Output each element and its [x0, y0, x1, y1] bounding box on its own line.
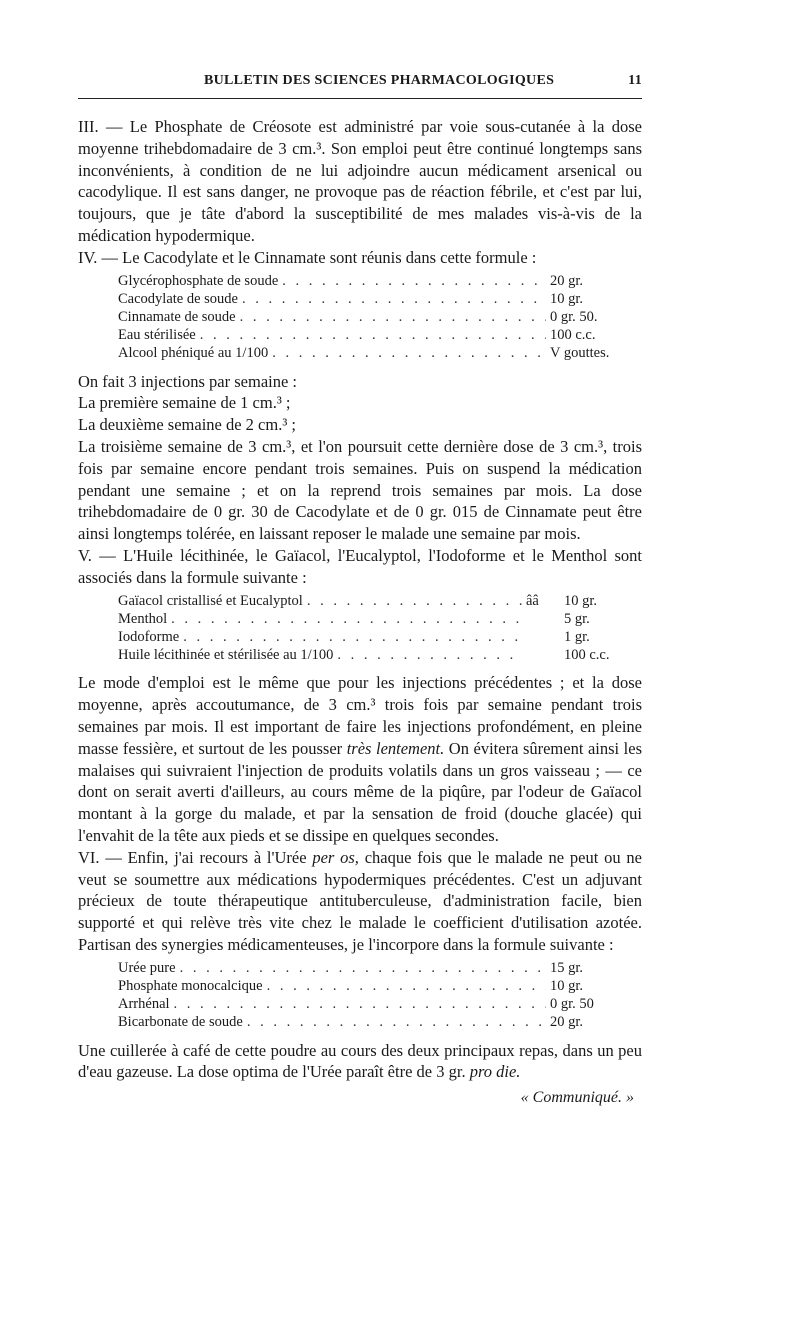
ingredient-name: Cacodylate de soude	[118, 290, 238, 307]
ingredient-name: Cinnamate de soude	[118, 308, 236, 325]
formula-uree	[118, 959, 642, 1032]
final-emphasis: pro die.	[469, 1062, 521, 1082]
ingredient-name: Eau stérilisée	[118, 327, 196, 344]
journal-title: BULLETIN DES SCIENCES PHARMACOLOGIQUES	[204, 73, 555, 88]
paragraph-iii: III. — Le Phosphate de Créosote est administré par voie sous-cutanée à la dose moyenne trihebdomadaire de 3 cm.³. Son emploi peut être continué longtemps sans inconvénients, à condition de ne lui adjoindre aucun médicament arsenical ou cacodylique. Il est sans danger, ne provoque pas de réaction fébrile, et c'est par lui, toujours, que je tâte d'abord la susceptibilité de mes malades vis-à-vis de la médication hypodermique.	[78, 117, 642, 245]
paragraph-final	[78, 1040, 642, 1084]
ingredient-qty: 20 gr.	[550, 1014, 584, 1031]
ingredient-name: Urée pure	[118, 959, 176, 976]
paragraph-iv: IV. — Le Cacodylate et le Cinnamate sont réunis dans cette formule :	[78, 247, 537, 267]
ingredient-name: Iodoforme	[118, 628, 180, 645]
paragraph-v: V. — L'Huile lécithinée, le Gaïacol, l'Eucalyptol, l'Iodoforme et le Menthol sont associés dans la formule suivante :	[78, 545, 642, 587]
ingredient-qty: 1 gr.	[564, 628, 590, 645]
leader-dots	[180, 959, 546, 977]
leader-dots	[282, 272, 546, 290]
leader-dots	[307, 592, 522, 610]
leader-dots	[267, 977, 546, 995]
ingredient-name: Gaïacol cristallisé et Eucalyptol	[118, 592, 303, 609]
leader-dots	[174, 995, 546, 1013]
leader-dots	[183, 628, 522, 646]
formula-row	[118, 290, 642, 308]
formula-row	[118, 592, 642, 610]
injections-line-3: La deuxième semaine de 2 cm.³ ;	[78, 415, 296, 435]
header-rule	[78, 98, 642, 99]
ingredient-qty: 15 gr.	[550, 959, 584, 976]
ingredient-qty: 100 c.c.	[564, 647, 610, 664]
formula-row	[118, 1013, 642, 1031]
formula-row	[118, 959, 642, 977]
leader-dots	[200, 326, 546, 344]
mode-text-b: On évitera sûrement ainsi les malaises qui suivraient l'injection de produits volatils dans un gros vaisseau ; — ce dont on serait averti d'ailleurs, au cours même de la piqûre, par l'odeur de Gaïacol montant à la gorge du malade, et par la sensation de froid (douche glacée) qui l'envahit de la tête aux pieds et se dissipe en quelques secondes.	[78, 738, 643, 845]
paragraph-vi	[78, 847, 642, 956]
ingredient-name: Glycérophosphate de soude	[118, 272, 279, 289]
ingredient-qty: 10 gr.	[550, 290, 584, 307]
injections-line-2: La première semaine de 1 cm.³ ;	[78, 393, 291, 413]
formula-row	[118, 326, 642, 344]
article-body	[78, 116, 642, 1107]
ingredient-qty: 0 gr. 50	[550, 996, 594, 1013]
ingredient-name: Arrhénal	[118, 996, 170, 1013]
formula-row	[118, 977, 642, 995]
ingredient-name: Huile lécithinée et stérilisée au 1/100	[118, 647, 334, 664]
formula-row	[118, 628, 642, 646]
formula-huile	[118, 592, 642, 665]
mode-text-a: Le mode d'emploi est le même que pour les injections précédentes ; et la dose moyenne, après accoutumance, de 3 cm.³ trois fois par semaine pendant trois semaines par mois. Il est important de faire les injections profondément, en pleine masse fessière, et surtout de les pousser	[78, 673, 642, 758]
ingredient-name: Bicarbonate de soude	[118, 1014, 243, 1031]
leader-dots	[171, 610, 522, 628]
ingredient-name: Alcool phéniqué au 1/100	[118, 345, 269, 362]
ingredient-qty: 5 gr.	[564, 610, 590, 627]
ingredient-qty: 100 c.c.	[550, 327, 596, 344]
formula-row	[118, 610, 642, 628]
final-text-a: Une cuillerée à café de cette poudre au cours des deux principaux repas, dans un peu d'eau gazeuse. La dose optima de l'Urée paraît être de 3 gr.	[78, 1040, 642, 1082]
formula-row	[118, 308, 642, 326]
ingredient-name: Phosphate monocalcique	[118, 977, 263, 994]
ingredient-qty: 10 gr.	[550, 977, 584, 994]
ingredient-qty: 20 gr.	[550, 272, 584, 289]
leader-dots	[242, 290, 546, 308]
leader-dots	[240, 308, 546, 326]
signature: « Communiqué. »	[520, 1089, 634, 1107]
ingredient-name: Menthol	[118, 610, 168, 627]
vi-emphasis: per os,	[312, 847, 359, 867]
ingredient-aa: ââ	[526, 592, 539, 609]
injections-line-4: La troisième semaine de 3 cm.³, et l'on poursuit cette dernière dose de 3 cm.³, trois fois par semaine encore pendant trois semaines. Puis on suspend la médication pendant une semaine ; et on la reprend trois semaines par mois. La dose trihebdomadaire de 0 gr. 30 de Cacodylate et de 0 gr. 015 de Cinnamate peut être ainsi longtemps tolérée, en laissant reposer le malade une semaine par mois.	[78, 436, 642, 544]
formula-row	[118, 995, 642, 1013]
ingredient-qty: 0 gr. 50.	[550, 308, 598, 325]
paragraph-mode-emploi	[78, 672, 642, 846]
formula-row	[118, 646, 642, 664]
running-header	[78, 71, 642, 91]
vi-text-a: VI. — Enfin, j'ai recours à l'Urée	[78, 847, 313, 867]
vi-text-b: chaque fois que le malade ne peut ou ne veut se soumettre aux médications hypodermiques précédentes. C'est un adjuvant précieux de toute thérapeutique antituberculeuse, d'administration facile, bien supporté et qui relève très vite chez le malade le coefficient d'utilisation azotée. Partisan des synergies médicamenteuses, je l'incorpore dans la formule suivante :	[78, 847, 642, 954]
leader-dots	[247, 1013, 546, 1031]
formula-cacodylate	[118, 272, 642, 363]
leader-dots	[272, 344, 546, 362]
ingredient-qty: 10 gr.	[564, 592, 598, 609]
formula-row	[118, 344, 642, 362]
ingredient-qty: V gouttes.	[550, 345, 610, 362]
injections-line-1: On fait 3 injections par semaine :	[78, 371, 298, 391]
leader-dots	[337, 646, 522, 664]
mode-emphasis: très lentement.	[346, 738, 445, 758]
page-number: 11	[628, 73, 642, 88]
formula-row	[118, 272, 642, 290]
